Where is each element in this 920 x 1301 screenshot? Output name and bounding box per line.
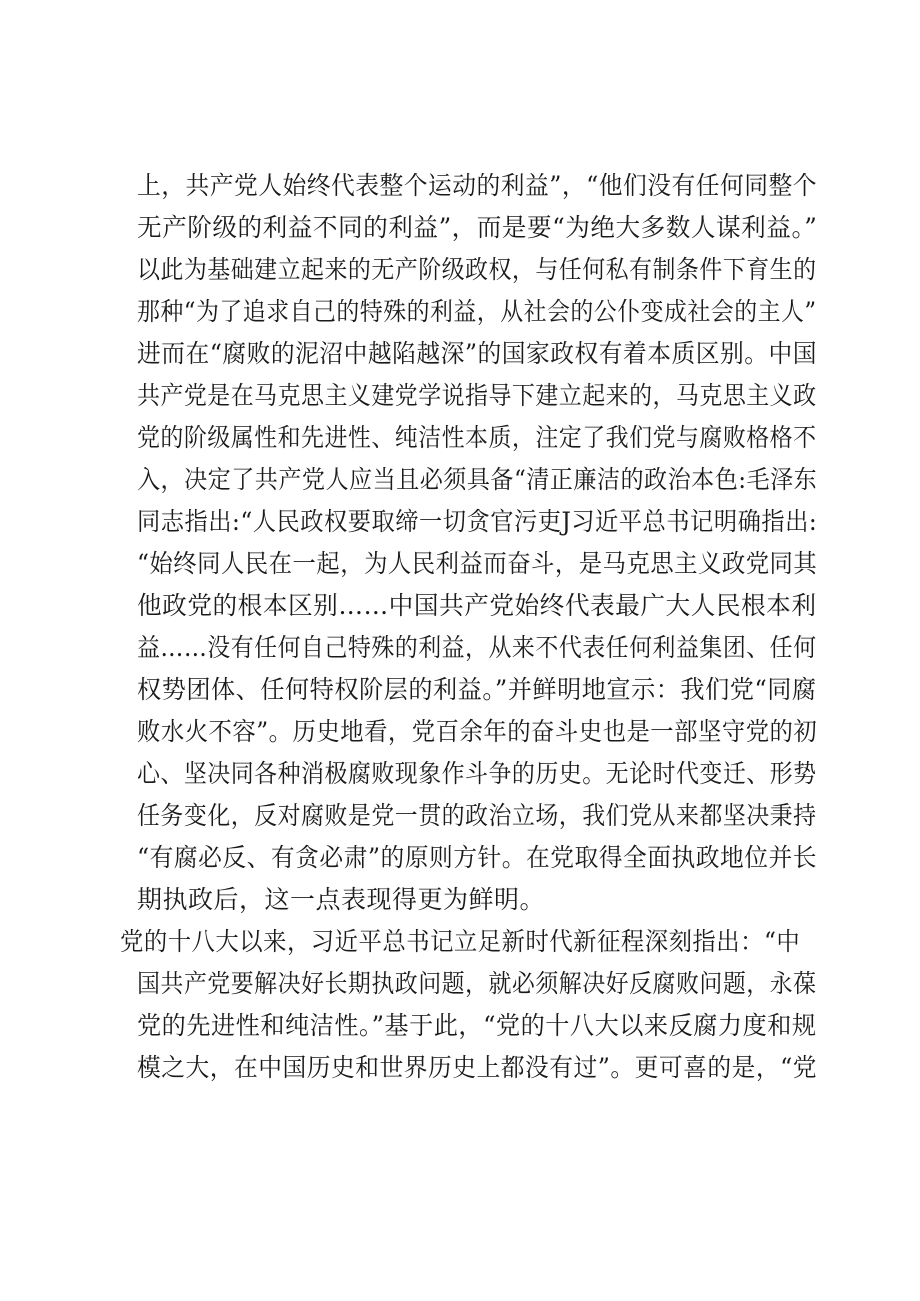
text-line: 败水火不容”。历史地看，党百余年的奋斗史也是一部坚守党的初 [137,717,818,746]
text-line: 共产党是在马克思主义建党学说指导下建立起来的，马克思主义政 [137,381,817,410]
text-line: 模之大，在中国历史和世界历史上都没有过”。更可喜的是，“党 [137,1053,818,1082]
text-line: 党的阶级属性和先进性、纯洁性本质，注定了我们党与腐败格格不 [137,423,817,452]
text-line: 同志指出:“人民政权要取缔一切贪官污吏J习近平总书记明确指出: [137,507,818,536]
text-line: 国共产党要解决好长期执政问题，就必须解决好反腐败问题，永葆 [137,969,817,998]
text-line: 入，决定了共产党人应当且必须具备“清正廉洁的政治本色:毛泽东 [137,465,818,494]
text-line: 益……没有任何自己特殊的利益，从来不代表任何利益集团、任何 [137,633,817,662]
text-line: 权势团体、任何特权阶层的利益。”并鲜明地宣示：我们党“同腐 [137,675,817,704]
text-line: 任务变化，反对腐败是党一贯的政治立场，我们党从来都坚决秉持 [137,801,817,830]
text-line: “始终同人民在一起，为人民利益而奋斗，是马克思主义政党同其 [137,549,818,578]
text-line: 进而在“腐败的泥沼中越陷越深”的国家政权有着本质区别。中国 [137,339,818,368]
text-line: 以此为基础建立起来的无产阶级政权，与任何私有制条件下育生的 [137,255,817,284]
text-line: 党的十八大以来，习近平总书记立足新时代新征程深刻指出：“中 [120,927,801,956]
text-line: 心、坚决同各种消极腐败现象作斗争的历史。无论时代变迁、形势 [137,759,817,788]
text-line: 无产阶级的利益不同的利益”，而是要“为绝大多数人谋利益。” [137,213,818,242]
text-line: 党的先进性和纯洁性。”基于此，“党的十八大以来反腐力度和规 [137,1011,817,1040]
text-line: 他政党的根本区别……中国共产党始终代表最广大人民根本利 [137,591,817,620]
text-line: 上，共产党人始终代表整个运动的利益”，“他们没有任何同整个 [137,171,818,200]
text-line: 那种“为了追求自己的特殊的利益，从社会的公仆变成社会的主人” [137,297,817,326]
text-line: 期执政后，这一点表现得更为鲜明。 [137,885,546,914]
text-line: “有腐必反、有贪必肃”的原则方针。在党取得全面执政地位并长 [137,843,818,872]
